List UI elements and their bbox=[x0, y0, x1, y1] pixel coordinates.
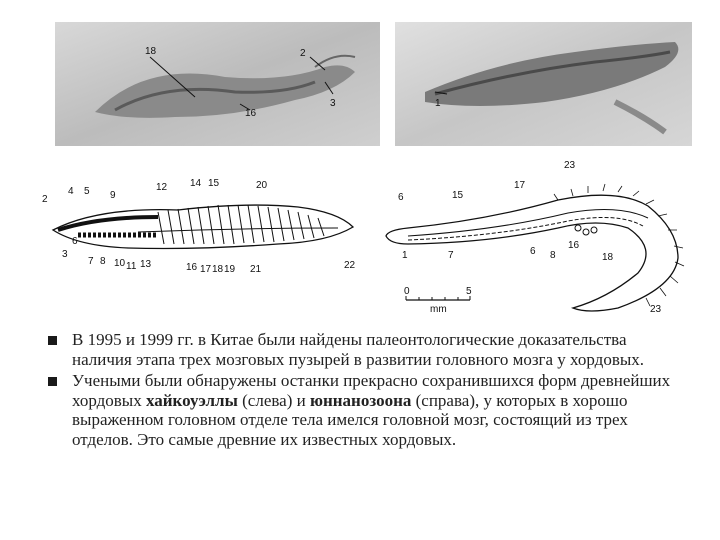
fossil-photos-panel bbox=[35, 22, 692, 146]
bullet-item-1 bbox=[48, 330, 688, 369]
photo-left-label: 16 bbox=[245, 108, 257, 119]
diagram-left-label: 16 bbox=[186, 262, 198, 273]
diagram-left-label: 8 bbox=[100, 256, 106, 267]
bullet-list bbox=[48, 330, 688, 451]
term-yunnanozoon: юннанозоона bbox=[309, 390, 412, 410]
photo-right-label: 1 bbox=[435, 98, 441, 109]
photo-left-label: 3 bbox=[330, 98, 336, 109]
photo-left-label: 2 bbox=[300, 48, 306, 59]
bullet-square-icon bbox=[48, 336, 57, 345]
fossil-photo-yunnanozoon bbox=[395, 22, 692, 146]
diagram-right-label: 6 bbox=[398, 192, 404, 203]
diagram-left-label: 13 bbox=[140, 259, 152, 270]
photo-left-label: 18 bbox=[145, 46, 157, 57]
diagram-right-label: 23 bbox=[564, 160, 576, 171]
diagram-left-label: 11 bbox=[126, 261, 137, 272]
diagram-left-label: 12 bbox=[156, 182, 168, 193]
diagram-left-label: 19 bbox=[224, 264, 236, 275]
diagram-right-label: 18 bbox=[602, 252, 614, 263]
diagram-left-label: 9 bbox=[110, 190, 116, 201]
diagram-left-label: 20 bbox=[256, 180, 268, 191]
diagram-left-label: 18 bbox=[212, 264, 224, 275]
scale-five: 5 bbox=[466, 286, 472, 297]
diagram-left-label: 3 bbox=[62, 249, 68, 260]
diagram-right-label: 23 bbox=[650, 304, 662, 315]
photo-divider bbox=[390, 22, 392, 146]
bullet-item-2 bbox=[48, 371, 688, 449]
diagram-right-label: 16 bbox=[568, 240, 580, 251]
diagram-right-label: 8 bbox=[550, 250, 556, 261]
bullet-2-part3: (справа), у которых в хорошо выраженном головном отделе тела имелся головной мозг, состоящий из трех отделов. Это самые древние их известных хордовых. bbox=[72, 390, 628, 449]
diagram-left-label: 15 bbox=[208, 178, 220, 189]
diagram-left-label: 14 bbox=[190, 178, 202, 189]
scale-bar bbox=[400, 282, 490, 316]
bullet-2-part2: (слева) и bbox=[237, 390, 310, 410]
diagram-right-label: 7 bbox=[448, 250, 454, 261]
diagram-right-label: 6 bbox=[530, 246, 536, 257]
bullet-2-part1: Учеными были обнаружены останки прекрасно сохранившихся форм древнейших хордовых bbox=[72, 371, 671, 410]
diagram-left-label: 4 bbox=[68, 186, 74, 197]
scale-zero: 0 bbox=[404, 286, 410, 297]
diagram-haikouella bbox=[38, 172, 363, 282]
bullet-text-1: В 1995 и 1999 гг. в Китае были найдены палеонтологические доказательства наличия этапа трех мозговых пузырей в развитии головного мозга у хордовых. bbox=[72, 330, 645, 369]
diagram-left-label: 21 bbox=[250, 264, 262, 275]
diagram-right-label: 17 bbox=[514, 180, 526, 191]
diagram-left-label: 10 bbox=[114, 258, 126, 269]
diagram-left-label: 2 bbox=[42, 194, 48, 205]
diagram-left-label: 7 bbox=[88, 256, 94, 267]
diagram-right-label: 1 bbox=[402, 250, 408, 261]
bullet-text-2 bbox=[72, 371, 670, 449]
diagram-left-label: 22 bbox=[344, 260, 356, 271]
diagram-left-label: 6 bbox=[72, 236, 78, 247]
scale-unit: mm bbox=[430, 304, 447, 315]
diagram-right-label: 15 bbox=[452, 190, 464, 201]
bullet-square-icon bbox=[48, 377, 57, 386]
term-haikouella: хайкоуэллы bbox=[145, 390, 238, 410]
fossil-photo-haikouella bbox=[55, 22, 380, 146]
diagram-left-label: 17 bbox=[200, 264, 212, 275]
diagram-left-label: 5 bbox=[84, 186, 90, 197]
